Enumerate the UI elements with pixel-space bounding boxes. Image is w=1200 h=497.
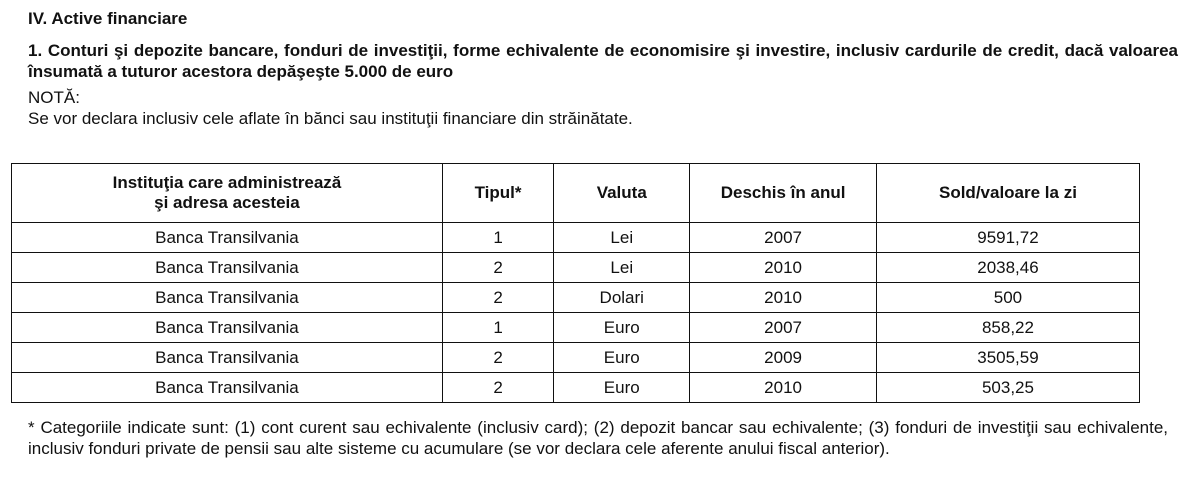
cell-type: 2	[442, 283, 553, 313]
cell-institution: Banca Transilvania	[12, 283, 443, 313]
cell-institution: Banca Transilvania	[12, 223, 443, 253]
document-page	[28, 8, 1178, 129]
header-currency: Valuta	[554, 164, 690, 223]
table-row	[12, 283, 1140, 313]
table-row	[12, 253, 1140, 283]
table-header	[12, 164, 1140, 223]
table-header-row	[12, 164, 1140, 223]
header-balance: Sold/valoare la zi	[876, 164, 1139, 223]
cell-currency: Dolari	[554, 283, 690, 313]
cell-currency: Lei	[554, 253, 690, 283]
cell-institution: Banca Transilvania	[12, 343, 443, 373]
cell-balance: 3505,59	[876, 343, 1139, 373]
cell-balance: 2038,46	[876, 253, 1139, 283]
header-institution	[12, 164, 443, 223]
cell-opened: 2007	[690, 313, 877, 343]
nota-label: NOTĂ:	[28, 88, 80, 107]
cell-type: 2	[442, 343, 553, 373]
header-opened: Deschis în anul	[690, 164, 877, 223]
financial-assets-table	[11, 163, 1140, 403]
cell-institution: Banca Transilvania	[12, 313, 443, 343]
footnote: * Categoriile indicate sunt: (1) cont curent sau echivalente (inclusiv card); (2) depozit bancar sau echivalente; (3) fonduri de investiţii sau echivalente, inclusiv fonduri private de pensii sau alte sisteme cu acumulare (se vor declara cele aferente anului fiscal anterior).	[28, 418, 1168, 458]
cell-institution: Banca Transilvania	[12, 253, 443, 283]
cell-type: 1	[442, 313, 553, 343]
subsection-title: 1. Conturi şi depozite bancare, fonduri de investiţii, forme echivalente de economisire şi investire, inclusiv cardurile de credit, dacă valoarea însumată a tuturor acestora depăşeşte 5.000 de euro	[28, 41, 1178, 81]
nota-text: Se vor declara inclusiv cele aflate în bănci sau instituţii financiare din străinătate.	[28, 109, 633, 128]
header-institution-line1: Instituţia care administrează	[112, 173, 342, 192]
cell-opened: 2009	[690, 343, 877, 373]
cell-currency: Euro	[554, 343, 690, 373]
cell-opened: 2010	[690, 253, 877, 283]
cell-opened: 2010	[690, 373, 877, 403]
table-row	[12, 313, 1140, 343]
cell-balance: 9591,72	[876, 223, 1139, 253]
cell-balance: 858,22	[876, 313, 1139, 343]
cell-balance: 500	[876, 283, 1139, 313]
cell-currency: Lei	[554, 223, 690, 253]
cell-opened: 2007	[690, 223, 877, 253]
section-title: IV. Active financiare	[28, 9, 188, 28]
table-row	[12, 223, 1140, 253]
table-body	[12, 223, 1140, 403]
cell-type: 2	[442, 253, 553, 283]
table-row	[12, 343, 1140, 373]
header-type: Tipul*	[442, 164, 553, 223]
table-row	[12, 373, 1140, 403]
header-institution-line2: şi adresa acesteia	[154, 193, 300, 212]
cell-institution: Banca Transilvania	[12, 373, 443, 403]
cell-balance: 503,25	[876, 373, 1139, 403]
cell-currency: Euro	[554, 313, 690, 343]
cell-currency: Euro	[554, 373, 690, 403]
cell-type: 2	[442, 373, 553, 403]
cell-opened: 2010	[690, 283, 877, 313]
cell-type: 1	[442, 223, 553, 253]
